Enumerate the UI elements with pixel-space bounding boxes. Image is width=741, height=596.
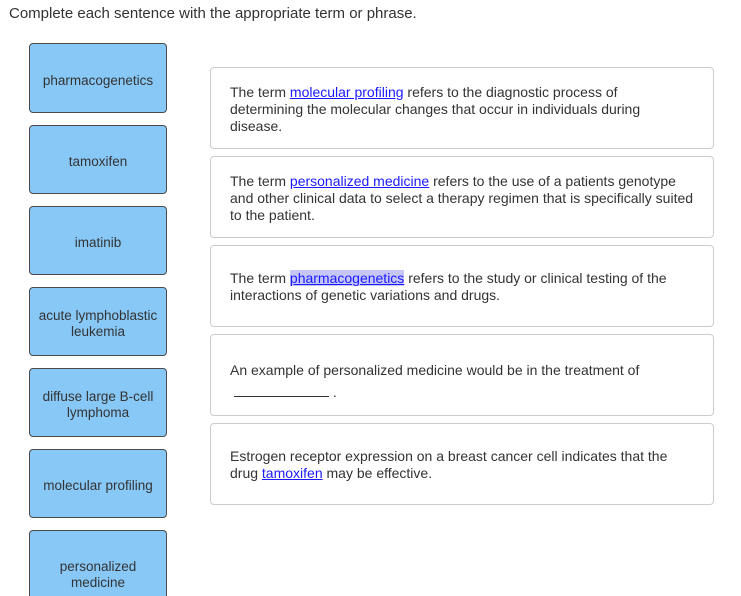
sentence-box-4[interactable] xyxy=(210,334,714,416)
sentence-2-after: refers to the use of a patients genotype and other clinical data to select a therapy regimen that is specifically suited to the patient. xyxy=(230,173,694,223)
sentence-5-answer[interactable]: tamoxifen xyxy=(261,465,323,481)
sentence-box-3[interactable] xyxy=(210,245,714,327)
sentence-3-answer[interactable]: pharmacogenetics xyxy=(289,270,405,286)
sentence-1-before: The term xyxy=(230,84,290,100)
sentence-box-2[interactable] xyxy=(210,156,714,238)
term-tile-imatinib[interactable]: imatinib xyxy=(29,206,167,275)
term-tile-personalized-medicine[interactable]: personalized medicine xyxy=(29,530,167,596)
term-tile-molecular-profiling[interactable]: molecular profiling xyxy=(29,449,167,518)
term-tile-tamoxifen[interactable]: tamoxifen xyxy=(29,125,167,194)
term-tile-acute-lymphoblastic-leukemia[interactable]: acute lymphoblastic leukemia xyxy=(29,287,167,356)
sentence-5-before: Estrogen receptor expression on a breast cancer cell indicates that the drug xyxy=(230,448,668,481)
term-tile-pharmacogenetics[interactable]: pharmacogenetics xyxy=(29,43,167,113)
sentence-2-answer[interactable]: personalized medicine xyxy=(289,173,430,189)
sentence-1-answer[interactable]: molecular profiling xyxy=(289,84,404,100)
sentence-1-after: refers to the diagnostic process of determining the molecular changes that occur in individuals during disease. xyxy=(230,84,641,134)
sentence-4-before: An example of personalized medicine would be in the treatment of xyxy=(230,362,640,378)
term-tile-diffuse-large-b-cell-lymphoma[interactable]: diffuse large B-cell lymphoma xyxy=(29,368,167,437)
sentence-3-after: refers to the study or clinical testing of the interactions of genetic variations and drugs. xyxy=(230,270,667,303)
sentence-3-before: The term xyxy=(230,270,290,286)
sentence-4-after: . xyxy=(329,384,337,400)
sentence-box-5[interactable] xyxy=(210,423,714,505)
sentence-5-after: may be effective. xyxy=(322,465,433,481)
sentence-2-before: The term xyxy=(230,173,290,189)
instruction-text: Complete each sentence with the appropriate term or phrase. xyxy=(9,5,417,22)
sentence-4-blank[interactable] xyxy=(234,385,329,397)
sentence-box-1[interactable] xyxy=(210,67,714,149)
